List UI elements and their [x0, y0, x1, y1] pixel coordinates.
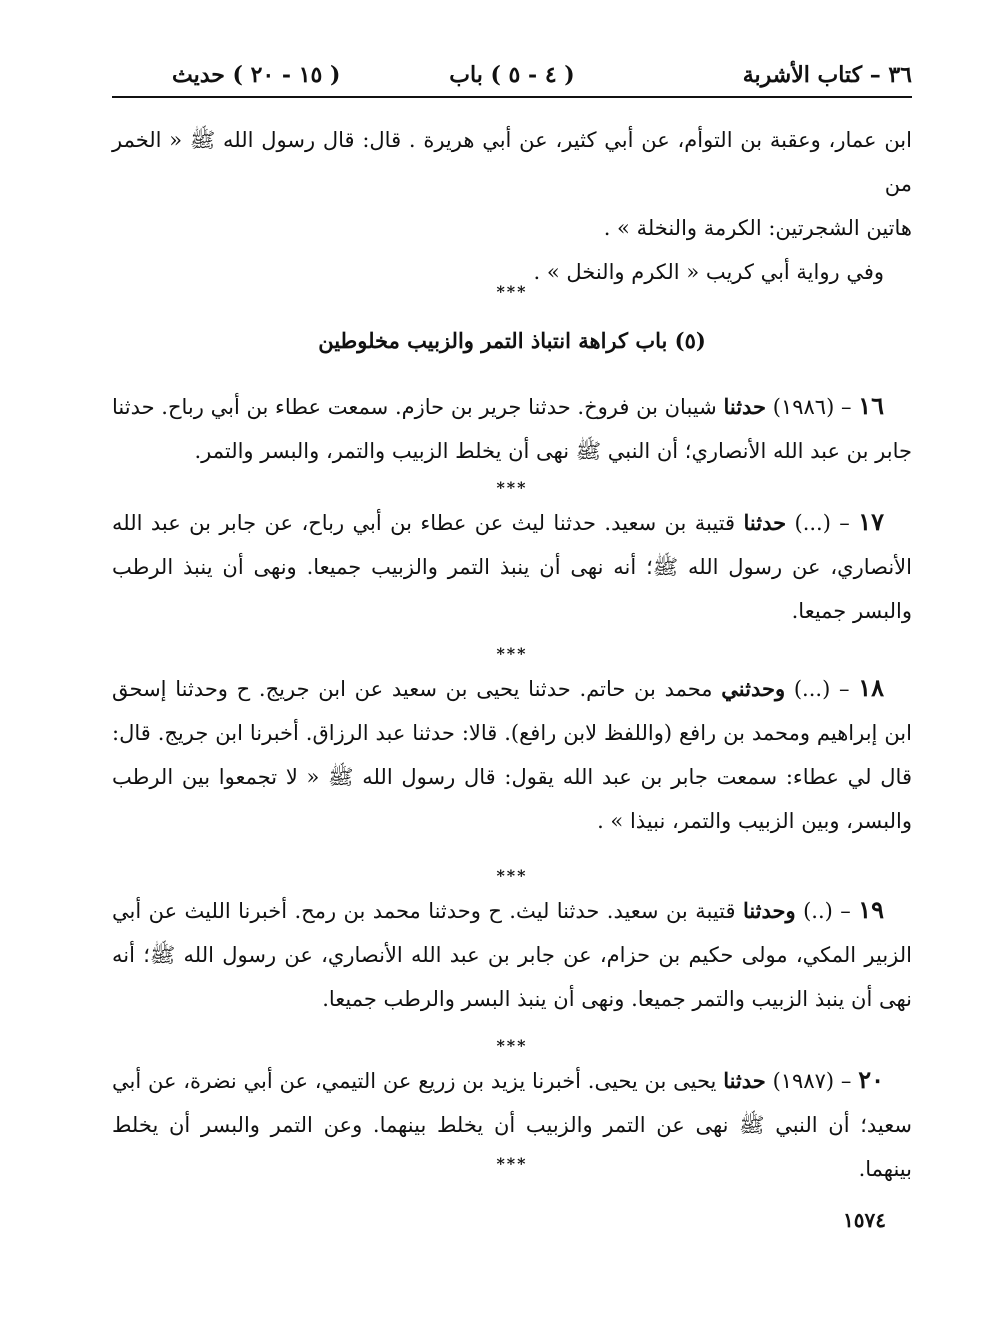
separator: ***: [496, 644, 528, 663]
hadith-keyword: حدثنا: [743, 510, 787, 535]
hadith-ref: – (...): [794, 511, 850, 535]
hadith-range: ( ١٥ - ٢٠ ) حديث: [172, 62, 341, 88]
hadith-17: [112, 500, 912, 633]
hadith-text: محمد بن حاتم. حدثنا يحيى بن سعيد عن ابن جريج. ح وحدثنا إسحق ابن إبراهيم ومحمد بن رافع (واللفظ لابن رافع). قالا: حدثنا عبد الرزاق. أخبرنا ابن جريج. قال: قال لي عطاء: سمعت جابر بن عبد الله يقول: قال رسول الله ﷺ « لا تجمعوا بين الرطب والبسر، وبين الزبيب والتمر، نبيذا » .: [112, 677, 912, 833]
intro-line: هاتين الشجرتين: الكرمة والنخلة » .: [603, 216, 912, 240]
hadith-keyword: حدثنا: [723, 1068, 766, 1093]
hadith-text: قتيبة بن سعيد. حدثنا ليث عن عطاء بن أبي رباح، عن جابر بن عبد الله الأنصاري، عن رسول الله ﷺ؛ أنه نهى أن ينبذ التمر والزبيب جميعا. ونهى أن ينبذ الرطب والبسر جميعا.: [112, 511, 912, 623]
hadith-number: ١٦: [858, 391, 884, 420]
hadith-text: قتيبة بن سعيد. حدثنا ليث. ح وحدثنا محمد بن رمح. أخبرنا الليث عن أبي الزبير المكي، مولى حكيم بن حزام، عن جابر بن عبد الله الأنصاري، عن رسول الله ﷺ؛ أنه نهى أن ينبذ الزبيب والتمر جميعا. ونهى أن ينبذ البسر والرطب جميعا.: [112, 899, 912, 1011]
hadith-ref: – (..): [803, 899, 851, 923]
hadith-keyword: وحدثني: [721, 676, 786, 701]
hadith-ref: – (١٩٨٧): [772, 1069, 852, 1093]
hadith-number: ٢٠: [858, 1065, 884, 1094]
running-header: [112, 58, 912, 94]
hadith-keyword: حدثنا: [723, 394, 767, 419]
hadith-19: [112, 888, 912, 1021]
intro-line: وفي رواية أبي كريب « الكرم والنخل » .: [533, 260, 884, 284]
intro-text: [112, 118, 912, 294]
chapter-heading: (٥) باب كراهة انتباذ التمر والزبيب مخلوطين: [318, 328, 706, 353]
separator: ***: [496, 478, 528, 497]
hadith-keyword: وحدثنا: [742, 898, 796, 923]
page-title: ٣٦ – كتاب الأشربة: [742, 62, 912, 88]
hadith-16: [112, 384, 912, 473]
page-number: ١٥٧٤: [843, 1208, 886, 1232]
hadith-text: يحيى بن يحيى. أخبرنا يزيد بن زريع عن التيمي، عن أبي نضرة، عن أبي سعيد؛ أن النبي ﷺ نهى عن التمر والزبيب أن يخلط بينهما. وعن التمر والبسر أن يخلط بينهما.: [112, 1069, 912, 1181]
separator: ***: [496, 1154, 528, 1173]
hadith-number: ١٧: [858, 507, 884, 536]
hadith-18: [112, 666, 912, 843]
intro-line: ابن عمار، وعقبة بن التوأم، عن أبي كثير، عن أبي هريرة . قال: قال رسول الله ﷺ « الخمر من: [112, 128, 912, 196]
separator: ***: [496, 282, 528, 301]
hadith-number: ١٨: [858, 673, 884, 702]
hadith-text: شيبان بن فروخ. حدثنا جرير بن حازم. سمعت عطاء بن أبي رباح. حدثنا جابر بن عبد الله الأنصاري؛ أن النبي ﷺ نهى أن يخلط الزبيب والتمر، والبسر والتمر.: [112, 395, 912, 463]
hadith-ref: – (١٩٨٦): [772, 395, 852, 419]
separator: ***: [496, 1036, 528, 1055]
hadith-ref: – (...): [793, 677, 850, 701]
hadith-number: ١٩: [858, 895, 884, 924]
header-divider: [112, 96, 912, 98]
chapter-range: ( ٤ - ٥ ) باب: [449, 62, 575, 88]
separator: ***: [496, 866, 528, 885]
